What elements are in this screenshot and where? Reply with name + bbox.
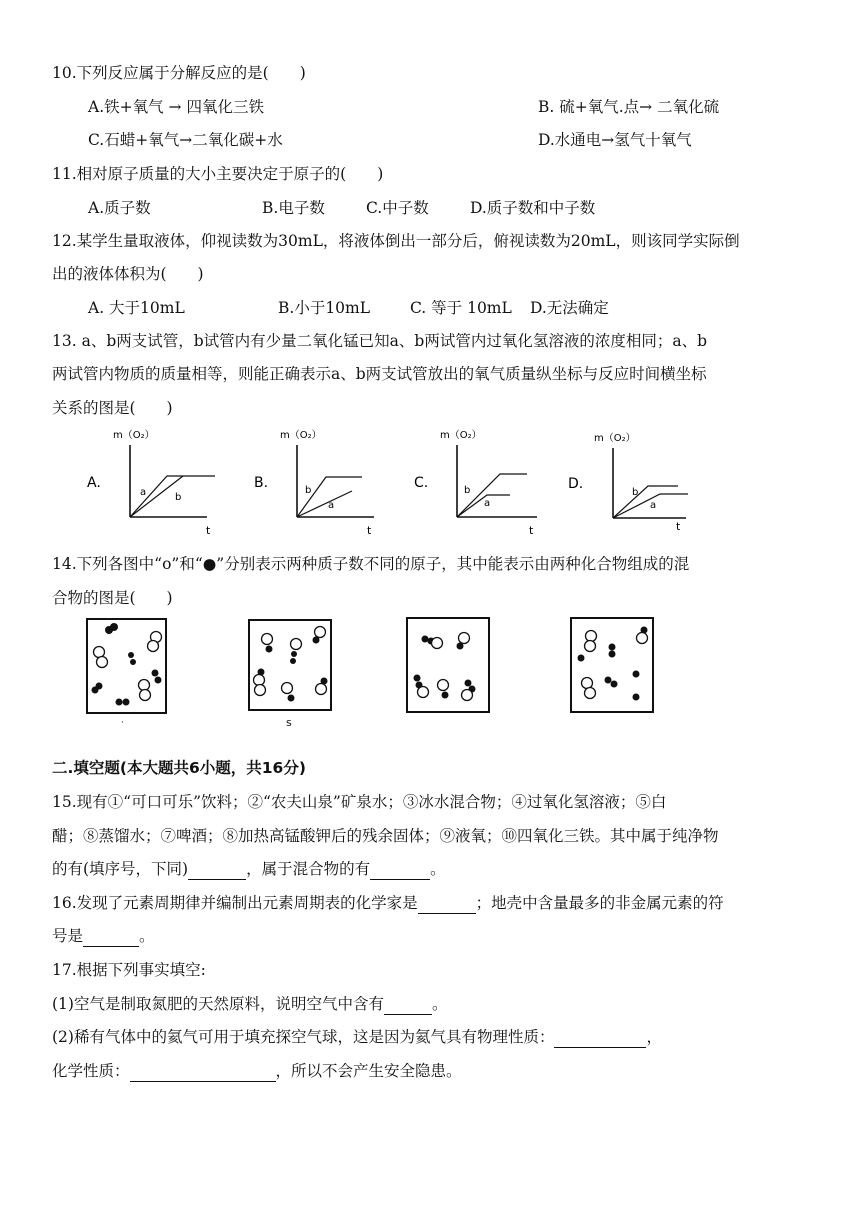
graph-option-label: B. <box>254 475 269 491</box>
hollow-atom <box>291 639 302 650</box>
hollow-atom <box>637 633 648 644</box>
graph-y-label: m（O₂） <box>280 430 322 441</box>
graph-x-label: t <box>206 524 211 537</box>
q14-particle-box-b <box>248 619 333 714</box>
q13-stem-line3: 关系的图是( ) <box>52 399 173 417</box>
graph-curve-lower-label: a <box>484 498 491 509</box>
filled-atom <box>609 651 616 658</box>
hollow-atom <box>462 690 473 701</box>
q13-graph-c <box>412 425 562 540</box>
graph-curve-lower-label: b <box>175 492 182 503</box>
hollow-atom <box>139 680 150 691</box>
q15-line3 <box>52 858 446 880</box>
hollow-atom <box>315 627 326 638</box>
q14-stem-line1: 14.下列各图中“o”和“●”分别表示两种质子数不同的原子，其中能表示由两种化合物组成的混 <box>52 555 690 573</box>
q15-mixture-answer-blank[interactable] <box>370 863 430 880</box>
filled-atom <box>130 659 136 665</box>
filled-atom <box>128 652 134 658</box>
q10-option-c: C.石蜡+氧气→二氧化碳+水 <box>88 131 283 149</box>
q14-particle-box-c <box>406 617 491 715</box>
q17-part2-text: (2)稀有气体中的氦气可用于填充探空气球，这是因为氦气具有物理性质： <box>52 1028 555 1046</box>
q17-part1-answer-blank[interactable] <box>384 998 432 1015</box>
hollow-atom <box>438 680 449 691</box>
q17-part1-text: (1)空气是制取氮肥的天然原料，说明空气中含有 <box>52 995 384 1013</box>
hollow-atom <box>585 688 596 699</box>
filled-atom <box>96 683 103 690</box>
q10-stem: 10.下列反应属于分解反应的是( ) <box>52 64 306 82</box>
filled-atom <box>609 644 616 651</box>
hollow-atom <box>148 641 159 652</box>
q11-option-b: B.电子数 <box>262 199 325 217</box>
q11-stem: 11.相对原子质量的大小主要决定于原子的( ) <box>52 165 384 183</box>
graph-option-label: D. <box>568 476 584 492</box>
q14-particle-box-d <box>570 617 655 715</box>
hollow-atom <box>97 657 108 668</box>
filled-atom <box>291 651 297 657</box>
q13-graph-b <box>252 425 402 540</box>
q17-part3-end: ，所以不会产生安全隐患。 <box>275 1062 462 1080</box>
q17-part2-end: ， <box>646 1028 662 1046</box>
hollow-atom <box>140 690 151 701</box>
q12-stem-line1: 12.某学生量取液体，仰视读数为30mL，将液体倒出一部分后，俯视读数为20mL，则该同学实际倒 <box>52 232 740 250</box>
q16-line1-suffix: ；地壳中含量最多的非金属元素的符 <box>475 894 724 912</box>
graph-curve-upper-label: b <box>305 485 312 496</box>
graph-curve-lower-label: a <box>650 500 657 511</box>
q13-stem-line1: 13. a、b两支试管，b试管内有少量二氧化锰已知a、b两试管内过氧化氢溶液的浓度相同；a、b <box>52 332 707 350</box>
filled-atom <box>313 637 320 644</box>
hollow-atom <box>94 647 105 658</box>
q15-line3-end: 。 <box>430 860 446 878</box>
q17-part1 <box>52 993 447 1015</box>
q16-chemist-answer-blank[interactable] <box>418 897 476 914</box>
graph-curve-upper-label: a <box>140 487 147 498</box>
q14-stem-line2: 合物的图是( ) <box>52 589 173 607</box>
filled-atom <box>110 623 118 631</box>
hollow-atom <box>282 683 293 694</box>
hollow-atom <box>254 675 265 686</box>
filled-atom <box>465 680 472 687</box>
q15-line3-prefix: 的有(填序号，下同) <box>52 860 189 878</box>
filled-atom <box>633 694 640 701</box>
q13-graph-d <box>568 428 718 543</box>
q16-line2 <box>52 925 155 947</box>
q17-chemical-property-blank[interactable] <box>130 1065 276 1082</box>
graph-curve-lower-label: a <box>328 500 335 511</box>
q15-pure-answer-blank[interactable] <box>188 863 246 880</box>
q14-particle-box-a <box>86 618 168 716</box>
filled-atom <box>288 695 295 702</box>
filled-atom <box>290 658 296 664</box>
filled-atom <box>422 636 429 643</box>
filled-atom <box>155 677 162 684</box>
q12-option-a: A. 大于10mL <box>88 299 185 317</box>
q16-symbol-answer-blank[interactable] <box>83 930 139 947</box>
q15-line2: 醋；⑧蒸馏水；⑦啤酒；⑧加热高锰酸钾后的残余固体；⑨液氧；⑩四氧化三铁。其中属于纯净物 <box>52 827 719 845</box>
q16-line1 <box>52 892 724 914</box>
q12-option-c: C. 等于 10mL <box>410 299 512 317</box>
hollow-atom <box>585 641 596 652</box>
hollow-atom <box>255 685 266 696</box>
q15-line1: 15.现有①“可口可乐”饮料；②“农夫山泉”矿泉水；③冰水混合物；④过氧化氢溶液；⑤白 <box>52 793 667 811</box>
q17-physical-property-blank[interactable] <box>554 1031 646 1048</box>
particle-box-frame <box>407 618 489 712</box>
graph-x-label: t <box>367 524 372 537</box>
filled-atom <box>414 675 421 682</box>
q16-line1-prefix: 16.发现了元素周期律并编制出元素周期表的化学家是 <box>52 894 418 912</box>
filled-atom <box>266 646 273 653</box>
q15-line3-middle: ，属于混合物的有 <box>246 860 371 878</box>
graph-curve-upper <box>297 477 362 517</box>
q16-line2-suffix: 。 <box>139 927 155 945</box>
q13-stem-line2: 两试管内物质的质量相等，则能正确表示a、b两支试管放出的氧气质量纵坐标与反应时间横坐标 <box>52 365 707 383</box>
q10-option-d: D.水通电→氢气十氧气 <box>538 131 692 149</box>
section-title: 二.填空题(本大题共6小题，共16分) <box>52 759 306 777</box>
q17-stem: 17.根据下列事实填空: <box>52 961 206 979</box>
q11-option-c: C.中子数 <box>366 199 429 217</box>
graph-curve-upper-label: b <box>632 487 639 498</box>
q17-part1-end: 。 <box>431 995 448 1013</box>
hollow-atom <box>262 634 273 645</box>
q10-option-a: A.铁+氧气 → 四氧化三铁 <box>88 98 264 116</box>
hollow-atom <box>432 638 443 649</box>
q13-graph-a <box>85 425 235 540</box>
filled-atom <box>633 671 640 678</box>
graph-y-label: m（O₂） <box>440 430 482 441</box>
filled-atom <box>123 699 130 706</box>
q17-part2 <box>52 1026 662 1048</box>
filled-atom <box>611 681 618 688</box>
q14-box-a-mark: · <box>121 718 124 728</box>
filled-atom <box>578 655 585 662</box>
q16-line2-prefix: 号是 <box>52 927 84 945</box>
q12-option-d: D.无法确定 <box>530 299 609 317</box>
hollow-atom <box>459 633 470 644</box>
graph-option-label: A. <box>87 475 101 491</box>
filled-atom <box>152 670 159 677</box>
hollow-atom <box>582 678 593 689</box>
filled-atom <box>116 699 123 706</box>
hollow-atom <box>316 684 327 695</box>
hollow-atom <box>418 687 429 698</box>
q17-part3 <box>52 1060 462 1082</box>
graph-y-label: m（O₂） <box>594 433 636 444</box>
hollow-atom <box>586 631 597 642</box>
q12-option-b: B.小于10mL <box>278 299 371 317</box>
q14-box-b-mark: s <box>286 716 292 729</box>
q10-option-b: B. 硫+氧气.点→ 二氧化硫 <box>538 98 720 116</box>
filled-atom <box>457 643 464 650</box>
q17-part3-text: 化学性质： <box>52 1062 130 1080</box>
graph-option-label: C. <box>414 475 429 491</box>
filled-atom <box>442 692 449 699</box>
graph-x-label: t <box>529 524 534 537</box>
filled-atom <box>605 677 612 684</box>
q12-stem-line2: 出的液体体积为( ) <box>52 265 204 283</box>
graph-y-label: m（O₂） <box>113 430 155 441</box>
graph-curve-upper-label: b <box>464 485 471 496</box>
q11-option-a: A.质子数 <box>88 199 151 217</box>
graph-x-label: t <box>676 520 681 533</box>
q11-option-d: D.质子数和中子数 <box>470 199 596 217</box>
